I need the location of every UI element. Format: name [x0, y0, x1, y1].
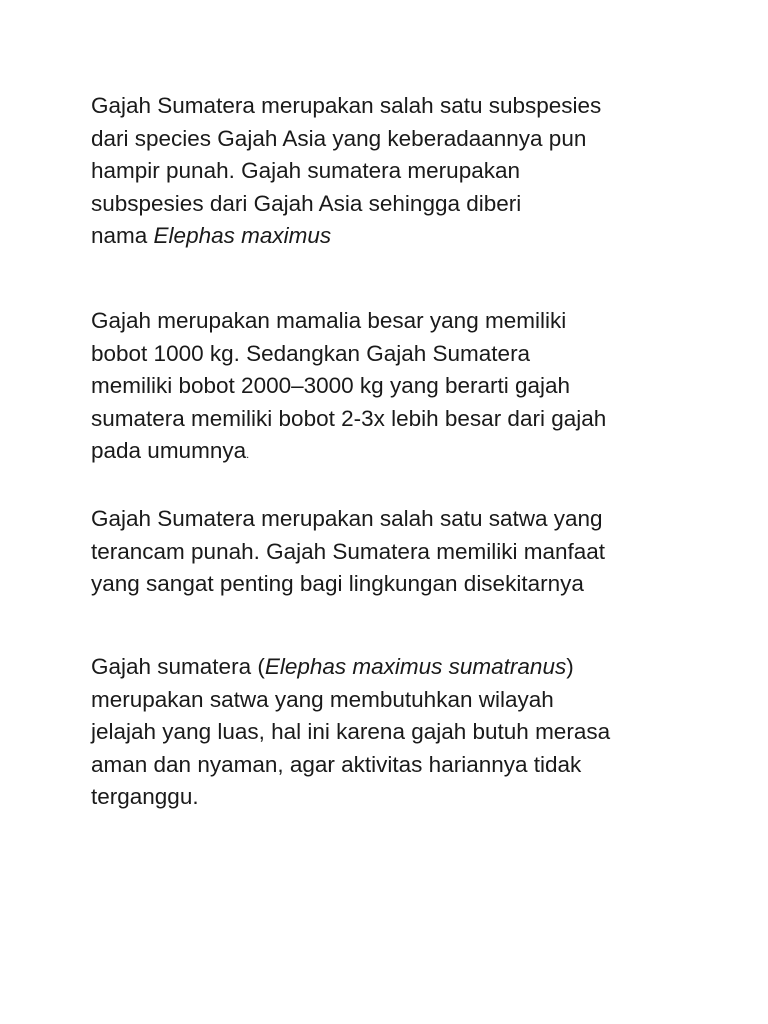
- paragraph-line: [91, 435, 691, 472]
- line-text: Gajah sumatera (: [91, 654, 265, 679]
- paragraph-line: dari species Gajah Asia yang keberadaannya pun: [91, 125, 587, 151]
- paragraph-line: subspesies dari Gajah Asia sehingga diberi: [91, 190, 522, 216]
- paragraph-4: [91, 651, 691, 814]
- paragraph-line: sumatera memiliki bobot 2-3x lebih besar dari gajah: [91, 405, 607, 431]
- paragraph-line: yang sangat penting bagi lingkungan disekitarnya: [91, 571, 584, 596]
- paragraph-line: jelajah yang luas, hal ini karena gajah butuh merasa: [91, 719, 611, 744]
- paragraph-line: merupakan satwa yang membutuhkan wilayah: [91, 686, 554, 712]
- line-text: nama: [91, 223, 154, 248]
- paragraph-line: [91, 220, 691, 253]
- line-text: pada umumnya: [91, 438, 247, 463]
- paragraph-1: [91, 90, 691, 253]
- paragraph-line: memiliki bobot 2000–3000 kg yang berarti gajah: [91, 373, 571, 398]
- paragraph-line: Gajah merupakan mamalia besar yang memiliki: [91, 308, 567, 333]
- line-text: ): [566, 654, 574, 679]
- period-mark: .: [246, 449, 250, 461]
- paragraph-3: [91, 503, 691, 601]
- paragraph-line: terancam punah. Gajah Sumatera memiliki manfaat: [91, 538, 605, 564]
- scientific-name: Elephas maximus sumatranus: [264, 654, 567, 679]
- paragraph-line: Gajah Sumatera merupakan salah satu subspesies: [91, 93, 602, 118]
- paragraph-2: [91, 305, 691, 472]
- paragraph-line: terganggu.: [91, 784, 199, 809]
- paragraph-line: [91, 651, 691, 684]
- paragraph-line: bobot 1000 kg. Sedangkan Gajah Sumatera: [91, 340, 531, 366]
- paragraph-line: hampir punah. Gajah sumatera merupakan: [91, 158, 520, 183]
- scientific-name: Elephas maximus: [153, 223, 332, 248]
- paragraph-line: Gajah Sumatera merupakan salah satu satwa yang: [91, 506, 603, 531]
- paragraph-line: aman dan nyaman, agar aktivitas hariannya tidak: [91, 751, 582, 777]
